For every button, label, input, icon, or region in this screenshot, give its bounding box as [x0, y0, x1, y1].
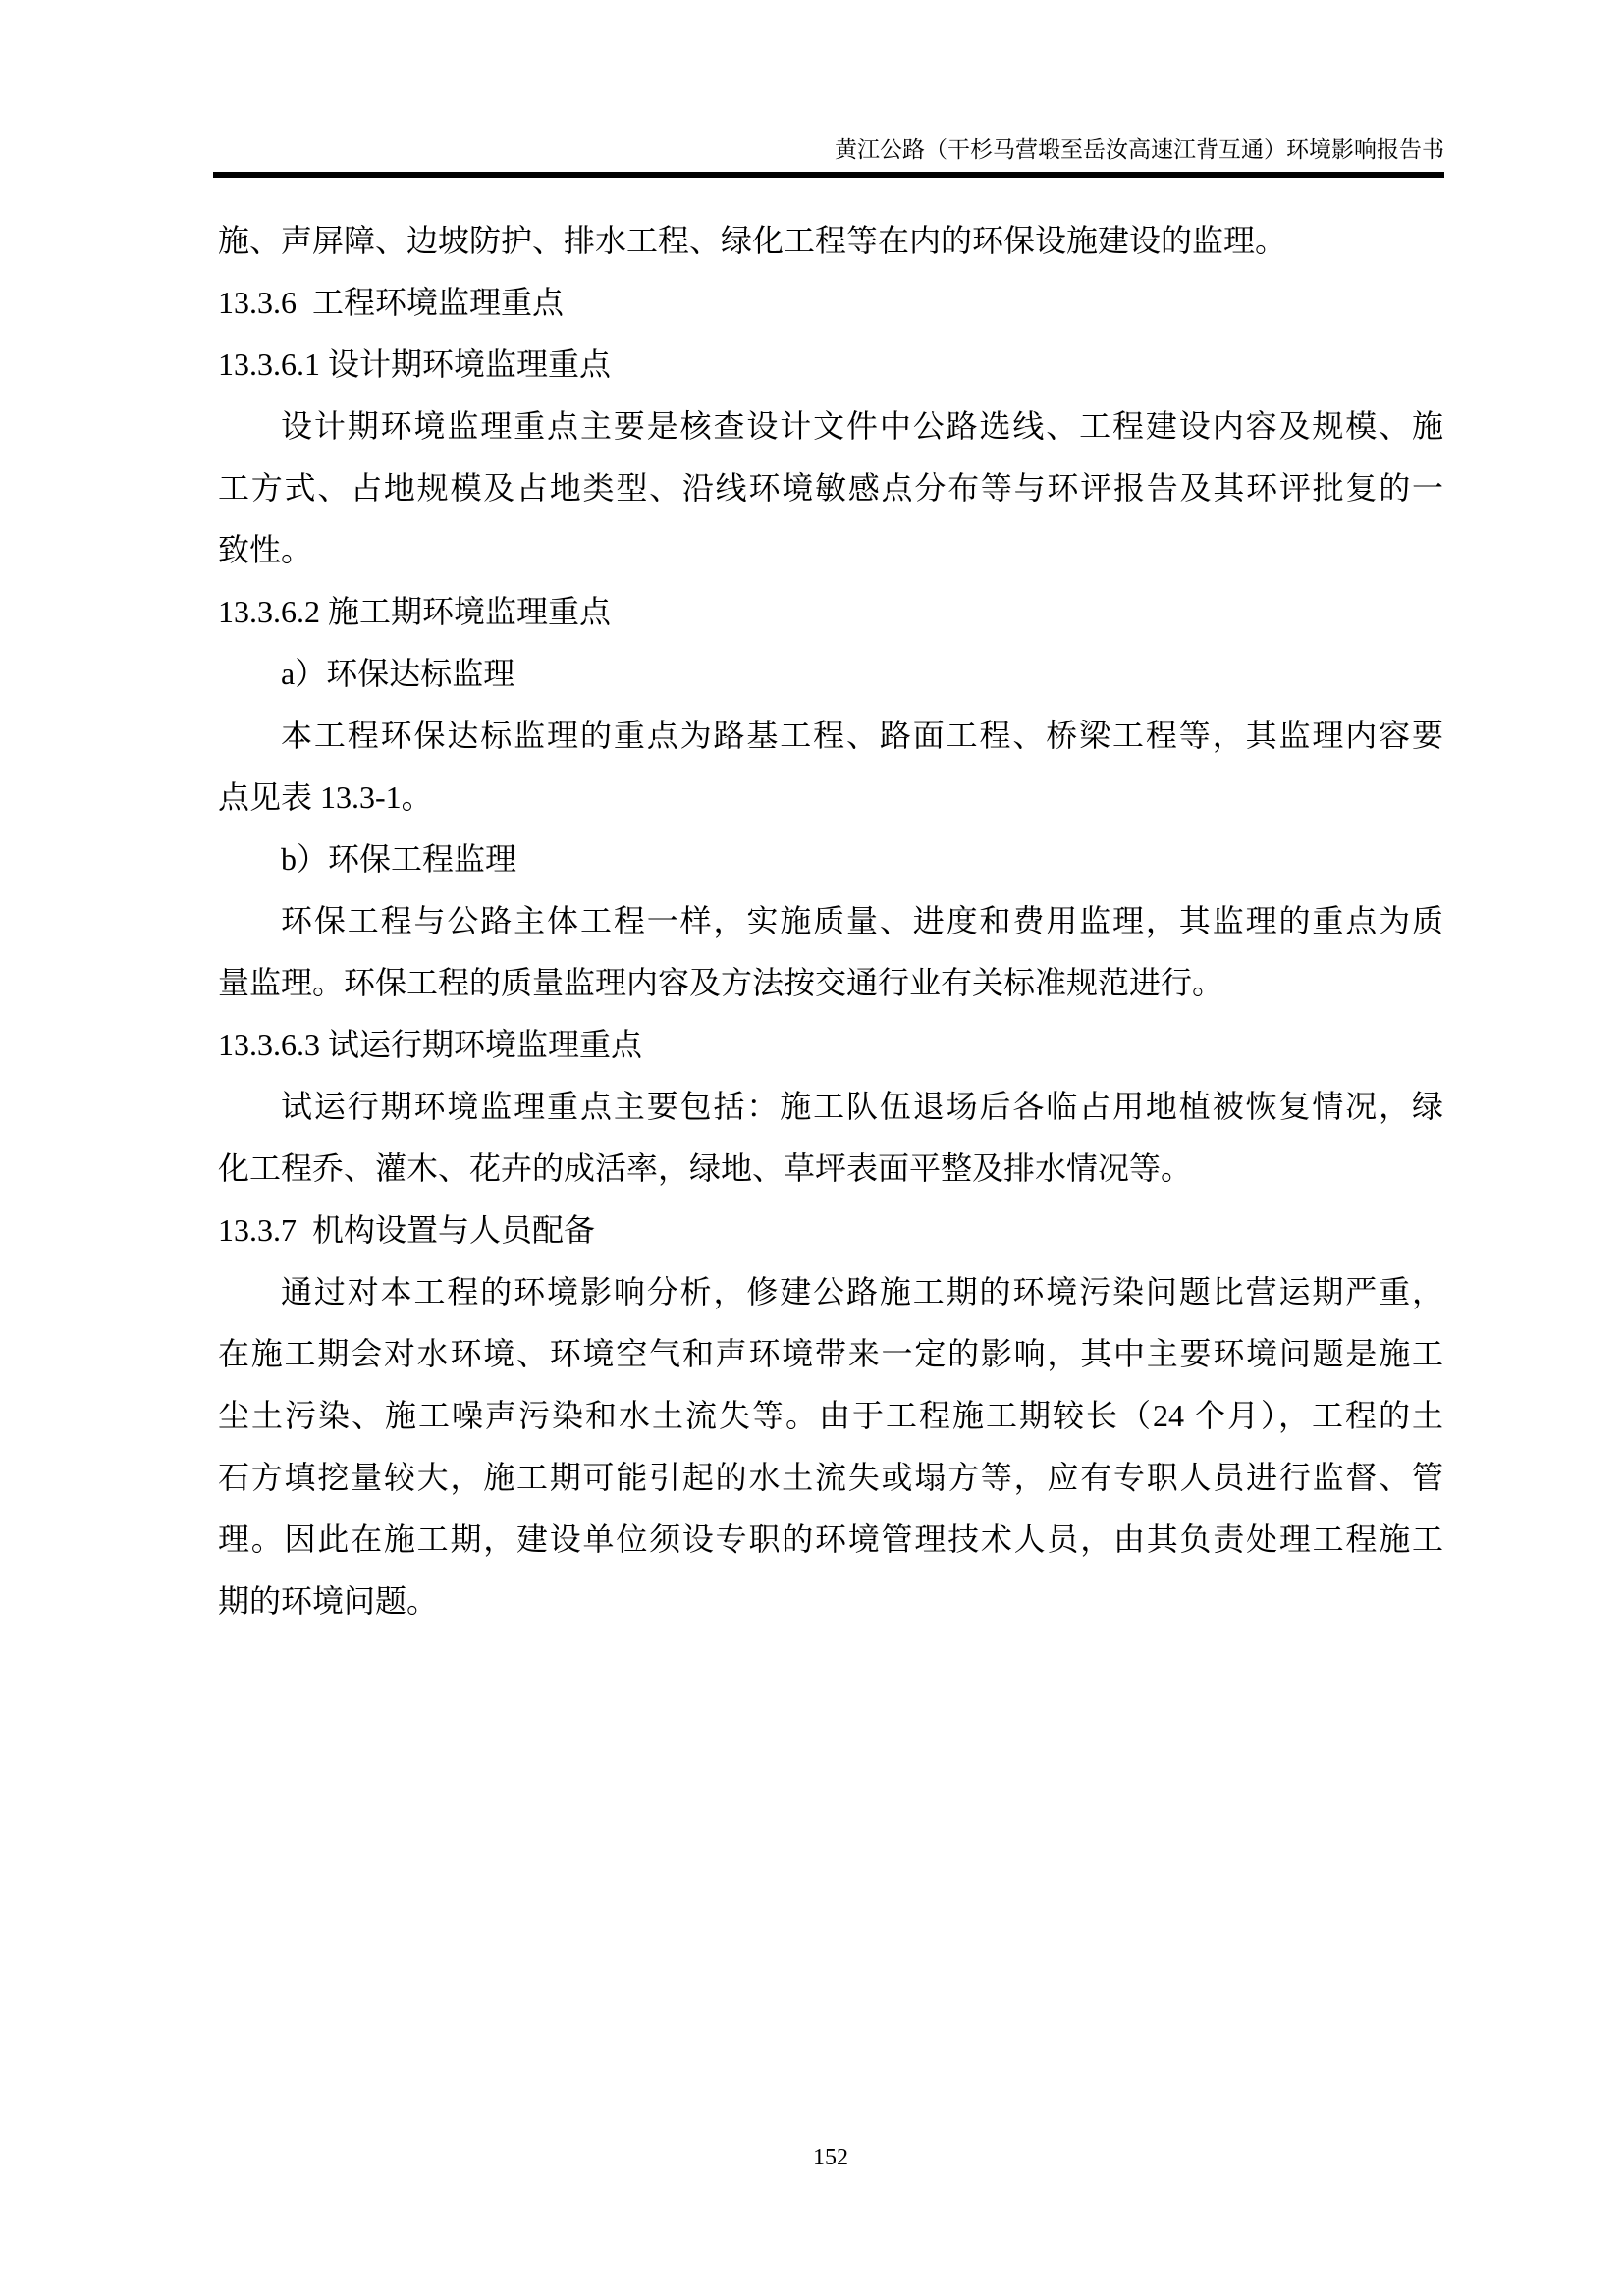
- section-heading-line: 13.3.6 工程环境监理重点: [218, 285, 565, 320]
- text-line: 本工程环保达标监理的重点为路基工程、路面工程、桥梁工程等，其监理内容要: [281, 718, 1443, 753]
- text-line: 尘土污染、施工噪声污染和水土流失等。由于工程施工期较长（24 个月），工程的土: [218, 1398, 1443, 1433]
- text-line: 设计期环境监理重点主要是核查设计文件中公路选线、工程建设内容及规模、施: [281, 408, 1443, 444]
- text-line: b）环保工程监理: [281, 841, 517, 877]
- text-line: 点见表 13.3-1。: [218, 779, 433, 815]
- text-line: 期的环境问题。: [218, 1583, 439, 1619]
- text-line: 试运行期环境监理重点主要包括：施工队伍退场后各临占用地植被恢复情况，绿: [281, 1089, 1443, 1124]
- document-body: [218, 210, 1443, 1632]
- header-rule: [213, 172, 1444, 178]
- text-line: 工方式、占地规模及占地类型、沿线环境敏感点分布等与环评报告及其环评批复的一: [218, 470, 1443, 506]
- text-line: 量监理。环保工程的质量监理内容及方法按交通行业有关标准规范进行。: [218, 965, 1224, 1000]
- text-line: 理。因此在施工期，建设单位须设专职的环境管理技术人员，由其负责处理工程施工: [218, 1522, 1443, 1557]
- section-heading-line: 13.3.6.3 试运行期环境监理重点: [218, 1027, 643, 1062]
- text-line: 化工程乔、灌木、花卉的成活率，绿地、草坪表面平整及排水情况等。: [218, 1150, 1193, 1186]
- text-line: 石方填挖量较大，施工期可能引起的水土流失或塌方等，应有专职人员进行监督、管: [218, 1460, 1443, 1495]
- text-line: a）环保达标监理: [281, 656, 515, 691]
- section-heading-line: 13.3.6.1 设计期环境监理重点: [218, 347, 612, 382]
- page-number: 152: [813, 2145, 848, 2170]
- section-heading-line: 13.3.6.2 施工期环境监理重点: [218, 594, 612, 629]
- text-line: 致性。: [218, 532, 313, 567]
- page-footer: [218, 2143, 1443, 2172]
- text-line: 环保工程与公路主体工程一样，实施质量、进度和费用监理，其监理的重点为质: [281, 903, 1443, 938]
- header-title: 黄江公路（干杉马营塅至岳汝高速江背互通）环境影响报告书: [835, 137, 1444, 162]
- page-header: [213, 135, 1444, 165]
- text-line: 施、声屏障、边坡防护、排水工程、绿化工程等在内的环保设施建设的监理。: [218, 223, 1287, 258]
- text-line: 通过对本工程的环境影响分析，修建公路施工期的环境污染问题比营运期严重，: [281, 1274, 1443, 1309]
- section-heading-line: 13.3.7 机构设置与人员配备: [218, 1212, 596, 1248]
- text-line: 在施工期会对水环境、环境空气和声环境带来一定的影响，其中主要环境问题是施工: [218, 1336, 1443, 1371]
